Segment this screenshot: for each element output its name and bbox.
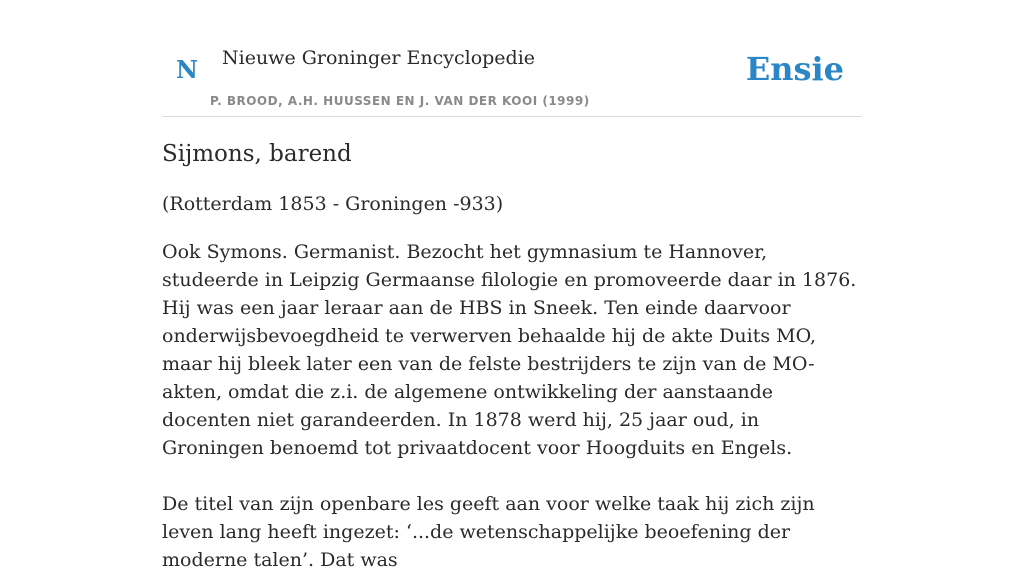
ensie-logo[interactable]: Ensie — [745, 50, 844, 88]
article-title: Sijmons, barend — [162, 141, 352, 167]
encyclopedia-title[interactable]: Nieuwe Groninger Encyclopedie — [222, 47, 536, 69]
site-header — [162, 0, 862, 117]
article — [162, 138, 862, 574]
article-paragraph: De titel van zijn openbare les geeft aan voor welke taak hij zich zijn leven lang heeft ingezet: ‘...de wetenschappelijke beoefening der moderne talen’. Dat was — [162, 493, 815, 571]
encyclopedia-authors: P. BROOD, A.H. HUUSSEN EN J. VAN DER KOOI (1999) — [210, 94, 590, 108]
article-paragraph: Ook Symons. Germanist. Bezocht het gymnasium te Hannover, studeerde in Leipzig Germaanse filologie en promoveerde daar in 1876. Hij was een jaar leraar aan de HBS in Sneek. Ten einde daarvoor onderwijsbevoegdheid te verwerven behaalde hij de akte Duits MO, maar hij bleek later een van de felste bestrijders te zijn van de MO-akten, omdat die z.i. de algemene ontwikkeling der aanstaande docenten niet garandeerden. In 1878 werd hij, 25 jaar oud, in Groningen benoemd tot privaatdocent voor Hoogduits en Engels. — [162, 241, 857, 459]
article-lifespan: (Rotterdam 1853 - Groningen -933) — [162, 193, 504, 215]
encyclopedia-logo[interactable]: N — [176, 55, 198, 84]
